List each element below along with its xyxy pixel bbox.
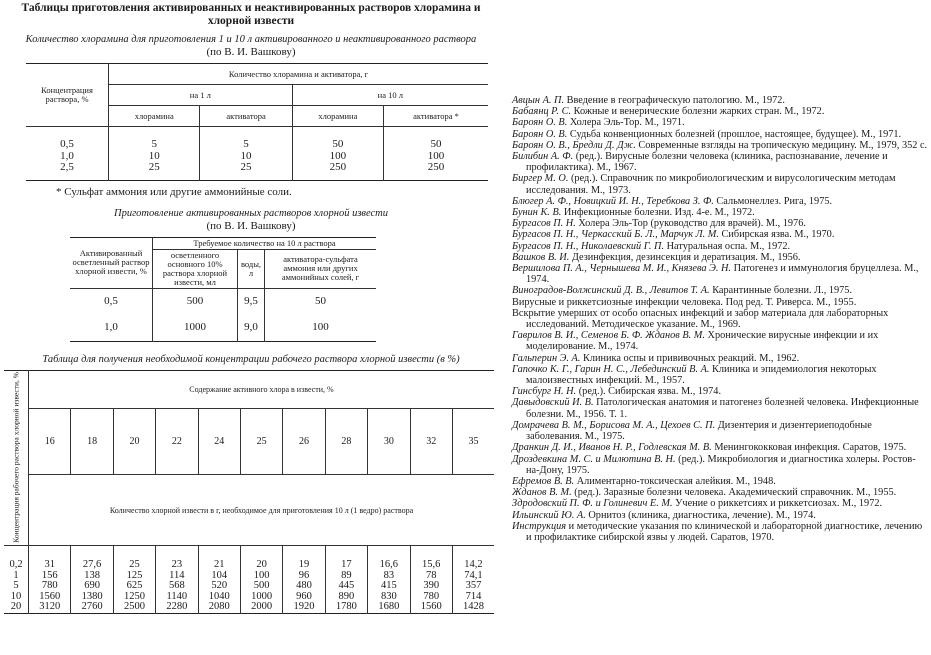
table-row (26, 162, 488, 180)
reference-text: Карантинные болезни. Л., 1975. (709, 285, 853, 297)
reference-item (512, 218, 929, 229)
table-cell: 830 (368, 592, 410, 603)
table-cell: 1680 (368, 602, 410, 613)
table-cell: 89 (325, 571, 367, 582)
table-cell: 1250 (113, 592, 155, 603)
table-cell: 1,0 (104, 320, 118, 333)
table-cell: 1000 (153, 315, 238, 342)
reference-text: Патогенез и иммунология бруцеллеза. М., 1974. (526, 263, 919, 286)
table-row (4, 581, 494, 592)
reference-authors: Вашков В. И. (512, 251, 570, 263)
reference-item (512, 498, 929, 509)
table2-col-header: активатора-сульфата аммония или других аммонийных солей, г (265, 249, 377, 288)
reference-item (512, 252, 929, 263)
table-cell: 100 (265, 315, 377, 342)
table3-title: Таблица для получения необходимой концентрации рабочего раствора хлорной извести (в %) (42, 353, 460, 365)
table-cell: 100 (292, 151, 383, 163)
table-cell: 1040 (198, 592, 240, 603)
reference-text: Инфекционные болезни. Изд. 4-е. М., 1972. (561, 207, 755, 219)
reference-item (512, 386, 929, 397)
table-cell: 960 (283, 592, 325, 603)
reference-text: (ред.). Вирусные болезни человека (клиника, распознавание, лечение и профилактика). М., 1967. (526, 151, 888, 174)
table-cell: 50 (292, 127, 383, 151)
table1-title: Количество хлорамина для приготовления 1 и 10 л активированного и неактивированного раствора (25, 34, 477, 45)
reference-item (512, 151, 929, 173)
chlorine-percent-header: 24 (198, 409, 240, 475)
reference-authors: Гальперин Э. А. (512, 352, 581, 364)
table-cell: 1560 (29, 592, 71, 603)
reference-authors: Ильинский Ю. А. (512, 509, 586, 521)
table-cell: 31 (29, 546, 71, 571)
table2-author: (по В. И. Вашкову) (206, 219, 296, 232)
reference-item (512, 308, 929, 330)
table-cell: 250 (292, 162, 383, 180)
reference-text: (ред.). Микробиология и диагностика холеры. Ростов-на-Дону, 1975. (526, 453, 916, 476)
chlorine-percent-header: 35 (452, 409, 494, 475)
reference-authors: Бароян О. В., Бредли Д. Дж. (512, 139, 636, 151)
reference-text: (ред.). Справочник по микробиологическим и вирусологическим методам исследования. М., 1973. (526, 173, 896, 196)
reference-text: Холера Эль-Тор. М., 1971. (567, 117, 685, 129)
reference-item (512, 353, 929, 364)
table-cell: 17 (325, 546, 367, 571)
table-cell: 1920 (283, 602, 325, 613)
table-cell: 20 (240, 546, 282, 571)
table1-subgroup-1l: на 1 л (109, 85, 293, 106)
table1-col-header: активатора * (384, 106, 488, 127)
chlorine-percent-header: 32 (410, 409, 452, 475)
tables-column (4, 2, 498, 614)
table-cell: 390 (410, 581, 452, 592)
table-cell: 415 (368, 581, 410, 592)
table-cell: 96 (283, 571, 325, 582)
reference-item (512, 476, 929, 487)
table2-group-header: Требуемое количество на 10 л раствора (153, 237, 377, 249)
table-cell: 0,5 (104, 294, 118, 307)
table-cell: 16,6 (368, 546, 410, 571)
chlorine-percent-header: 28 (325, 409, 367, 475)
table1-col-header: хлорамина (292, 106, 383, 127)
reference-authors: Жданов В. М. (512, 487, 572, 499)
reference-authors: Бароян О. В. (512, 117, 568, 129)
table2-row-header: Активированный осветленный раствор хлорной извести, % (70, 237, 153, 288)
reference-authors: Авцын А. П. (512, 95, 565, 106)
table1-group-header: Количество хлорамина и активатора, г (109, 64, 489, 85)
reference-authors: Бунин К. В. (512, 207, 562, 219)
reference-authors: Билибин А. Ф. (512, 151, 574, 163)
table-cell: 1380 (71, 592, 113, 603)
reference-text: Клиника оспы и прививочных реакций. М., 1962. (580, 352, 800, 364)
table-row (70, 315, 376, 342)
main-title: Таблицы приготовления активированных и неактивированных растворов хлорамина и хлорной извести (21, 2, 481, 27)
reference-text: Дизентерия и дизентериеподобные заболевания. М., 1975. (526, 419, 872, 443)
reference-item (512, 442, 929, 453)
reference-item (512, 297, 929, 308)
reference-text: Холера Эль-Тор (руководство для врачей). М., 1976. (575, 218, 806, 230)
table-cell: 500 (240, 581, 282, 592)
table-cell: 138 (71, 571, 113, 582)
table-cell: 568 (156, 581, 198, 592)
table-cell: 74,1 (452, 571, 494, 582)
table-cell: 1000 (240, 592, 282, 603)
table-cell: 156 (29, 571, 71, 582)
table-cell: 2500 (113, 602, 155, 613)
reference-authors: Дроздевкина М. С. и Милютина В. Н. (512, 453, 676, 465)
table-cell: 780 (29, 581, 71, 592)
table2-col-header: воды, л (238, 249, 265, 288)
reference-item (512, 229, 929, 240)
table-cell: 9,5 (238, 288, 265, 315)
table-cell: 10 (109, 151, 200, 163)
reference-text: Хронические вирусные инфекции и их моделирование. М., 1974. (526, 330, 879, 353)
reference-text: Современные взгляды на тропическую медицину. М., 1979, 352 с. (635, 139, 928, 151)
table-cell: 0,5 (60, 138, 74, 150)
reference-item (512, 285, 929, 296)
table-cell: 714 (452, 592, 494, 603)
reference-authors: Домрачева В. М., Борисова М. А., Цехоев С. П. (512, 419, 716, 431)
table-cell: 890 (325, 592, 367, 603)
table-row (26, 127, 488, 151)
reference-item (512, 196, 929, 207)
table3-row-header: Концентрация рабочего раствора хлорной извести, % (4, 370, 29, 546)
table-row (4, 546, 494, 571)
reference-text: Патологическая анатомия и патогенез болезней человека. Инфекционные болезни. М., 1956. Т. 1. (526, 397, 919, 420)
reference-authors: Дранкин Д. И., Иванов Н. Р., Годлевская М. В. (512, 442, 712, 454)
table-cell: 2000 (240, 602, 282, 613)
reference-item (512, 397, 929, 419)
reference-item (512, 241, 929, 252)
table1-footnote: * Сульфат аммония или другие аммонийные соли. (56, 185, 292, 198)
table3-mid-header: Количество хлорной извести в г, необходимое для приготовления 10 л (1 ведро) раствора (29, 475, 495, 546)
table-cell: 2280 (156, 602, 198, 613)
table-cell: 5 (13, 580, 19, 592)
chlorine-percent-header: 30 (368, 409, 410, 475)
table-cell: 100 (240, 571, 282, 582)
reference-item (512, 521, 929, 543)
chlorine-percent-header: 26 (283, 409, 325, 475)
table-cell: 20 (10, 601, 22, 613)
table1-col-header: хлорамина (109, 106, 200, 127)
table-row (4, 602, 494, 613)
reference-text: (ред.). Сибирская язва. М., 1974. (576, 386, 722, 398)
table-cell: 2,5 (60, 161, 74, 173)
table-cell: 100 (384, 151, 488, 163)
table-cell: 25 (113, 546, 155, 571)
table-cell: 1140 (156, 592, 198, 603)
reference-item (512, 510, 929, 521)
table-cell: 50 (384, 127, 488, 151)
chlorine-percent-header: 20 (113, 409, 155, 475)
chlorine-percent-header: 18 (71, 409, 113, 475)
table-cell: 250 (384, 162, 488, 180)
reference-item (512, 454, 929, 476)
reference-text: Дезинфекция, дезинсекция и дератизация. М., 1956. (569, 251, 801, 263)
table-row (26, 151, 488, 163)
reference-authors: Гаврилов В. И., Семенов Б. Ф. Жданов В. М. (512, 330, 705, 342)
table-cell: 19 (283, 546, 325, 571)
bibliography-list (512, 95, 929, 543)
chlorine-percent-header: 16 (29, 409, 71, 475)
table-cell: 1560 (410, 602, 452, 613)
bleach-activation-table (70, 237, 376, 342)
reference-item (512, 263, 929, 285)
table-row (4, 571, 494, 582)
reference-text: Менингококковая инфекция. Саратов, 1975. (711, 442, 907, 454)
table-cell: 25 (200, 162, 292, 180)
reference-authors: Бургасов П. Н., Черкасский Б. Л., Марчук Л. М. (512, 229, 719, 241)
reference-authors: Блюгер А. Ф., Новицкий И. Н., Теребкова З. Ф. (512, 195, 714, 207)
table-cell: 2080 (198, 602, 240, 613)
reference-text: Сальмонеллез. Рига, 1975. (713, 195, 833, 207)
reference-item (512, 364, 929, 386)
reference-authors: Давыдовский И. В. (512, 397, 594, 409)
table-cell: 1780 (325, 602, 367, 613)
reference-authors: Бургасов П. Н. (512, 218, 576, 230)
table-cell: 520 (198, 581, 240, 592)
reference-authors: Гинсбург Н. Н. (512, 386, 577, 398)
reference-text: Орнитоз (клиника, диагностика, лечение). М., 1974. (585, 509, 816, 521)
table-cell: 23 (156, 546, 198, 571)
reference-text: Сибирская язва. М., 1970. (718, 229, 835, 241)
table-cell: 14,2 (452, 546, 494, 571)
table-cell: 25 (109, 162, 200, 180)
reference-authors: Виноградов-Волжинский Д. В., Левитов Т. А. (512, 285, 710, 297)
reference-text: Клиника и эпидемиология некоторых малоизвестных инфекций. М., 1957. (526, 363, 877, 387)
reference-authors: Бароян О. В. (512, 128, 568, 140)
reference-authors: Бургасов П. Н., Николаевский Г. П. (512, 240, 665, 252)
reference-item (512, 95, 929, 106)
table-cell: 50 (265, 288, 377, 315)
chloramine-table (26, 63, 488, 181)
reference-text: Учение о риккетсиях и риккетсиозах. М., 1972. (672, 498, 883, 510)
reference-text: Введение в географическую патологию. М., 1972. (564, 95, 785, 106)
table-cell: 125 (113, 571, 155, 582)
table-cell: 480 (283, 581, 325, 592)
table3-top-header: Содержание активного хлора в извести, % (29, 370, 495, 409)
table1-col-header: активатора (200, 106, 292, 127)
table-cell: 83 (368, 571, 410, 582)
reference-item (512, 487, 929, 498)
reference-text: Судьба конвенционных болезней (прошлое, настоящее, будущее). М., 1971. (567, 128, 902, 140)
reference-authors: Вершилова П. А., Чернышева М. И., Князева Э. Н. (512, 263, 731, 275)
reference-text: Кожные и венерические болезни жарких стран. М., 1972. (571, 106, 825, 118)
reference-item (512, 129, 929, 140)
table-cell: 1 (13, 569, 19, 581)
table-cell: 445 (325, 581, 367, 592)
reference-text: Натуральная оспа. М., 1972. (664, 240, 791, 252)
table-cell: 104 (198, 571, 240, 582)
table-cell: 1428 (452, 602, 494, 613)
table2-col-header: осветленного основного 10% раствора хлорной извести, мл (153, 249, 238, 288)
reference-text: и методические указания по клинической и лабораторной диагностике, лечению и профилактике сибирской язвы у людей. Саратов, 1970. (526, 520, 923, 543)
table-cell: 114 (156, 571, 198, 582)
chlorine-percent-header: 22 (156, 409, 198, 475)
table1-row-header: Концентрация раствора, % (26, 64, 109, 127)
table-cell: 5 (200, 127, 292, 151)
table-cell: 10 (10, 590, 22, 602)
table-cell: 780 (410, 592, 452, 603)
table-cell: 357 (452, 581, 494, 592)
table-cell: 625 (113, 581, 155, 592)
table-cell: 78 (410, 571, 452, 582)
reference-item (512, 106, 929, 117)
reference-authors: Здродовский П. Ф. и Голиневич Е. М. (512, 498, 673, 510)
table-cell: 9,0 (238, 315, 265, 342)
reference-authors: Гапочко К. Г., Гарин Н. С., Лебединский В. А. (512, 363, 710, 375)
table-cell: 690 (71, 581, 113, 592)
table-cell: 3120 (29, 602, 71, 613)
reference-authors: Инструкция (512, 520, 567, 532)
table1-subgroup-10l: на 10 л (292, 85, 488, 106)
chlorine-percent-row (4, 409, 494, 475)
reference-item (512, 173, 929, 195)
reference-text: Алиментарно-токсическая алейкия. М., 1948. (574, 475, 776, 487)
table-cell: 2760 (71, 602, 113, 613)
reference-item (512, 330, 929, 352)
reference-authors: Биргер М. О. (512, 173, 569, 185)
reference-text: Вскрытие умерших от особо опасных инфекций и забор материала для лабораторных исследований. Методическое указание. М., 1969. (512, 307, 889, 331)
reference-text: (ред.). Заразные болезни человека. Академический справочник. М., 1955. (571, 487, 897, 499)
table-cell: 10 (200, 151, 292, 163)
reference-authors: Ефремов В. В. (512, 475, 575, 487)
reference-authors: Бабаянц Р. С. (512, 106, 572, 118)
table-cell: 500 (153, 288, 238, 315)
table-cell: 27,6 (71, 546, 113, 571)
table-cell: 5 (109, 127, 200, 151)
table-row (70, 288, 376, 315)
reference-item (512, 207, 929, 218)
table2-title: Приготовление активированных растворов хлорной извести (114, 207, 388, 219)
reference-text: Вирусные и риккетсиозные инфекции человека. Под ред. Т. Риверса. М., 1955. (512, 296, 857, 308)
table-cell: 21 (198, 546, 240, 571)
table-cell: 15,6 (410, 546, 452, 571)
reference-item (512, 420, 929, 442)
chlorine-percent-header: 25 (240, 409, 282, 475)
reference-item (512, 140, 929, 151)
table-cell: 0,2 (9, 559, 23, 571)
reference-item (512, 117, 929, 128)
table-cell: 1,0 (60, 149, 74, 162)
table1-author: (по В. И. Вашкову) (206, 46, 296, 58)
bleach-concentration-table (4, 370, 494, 614)
